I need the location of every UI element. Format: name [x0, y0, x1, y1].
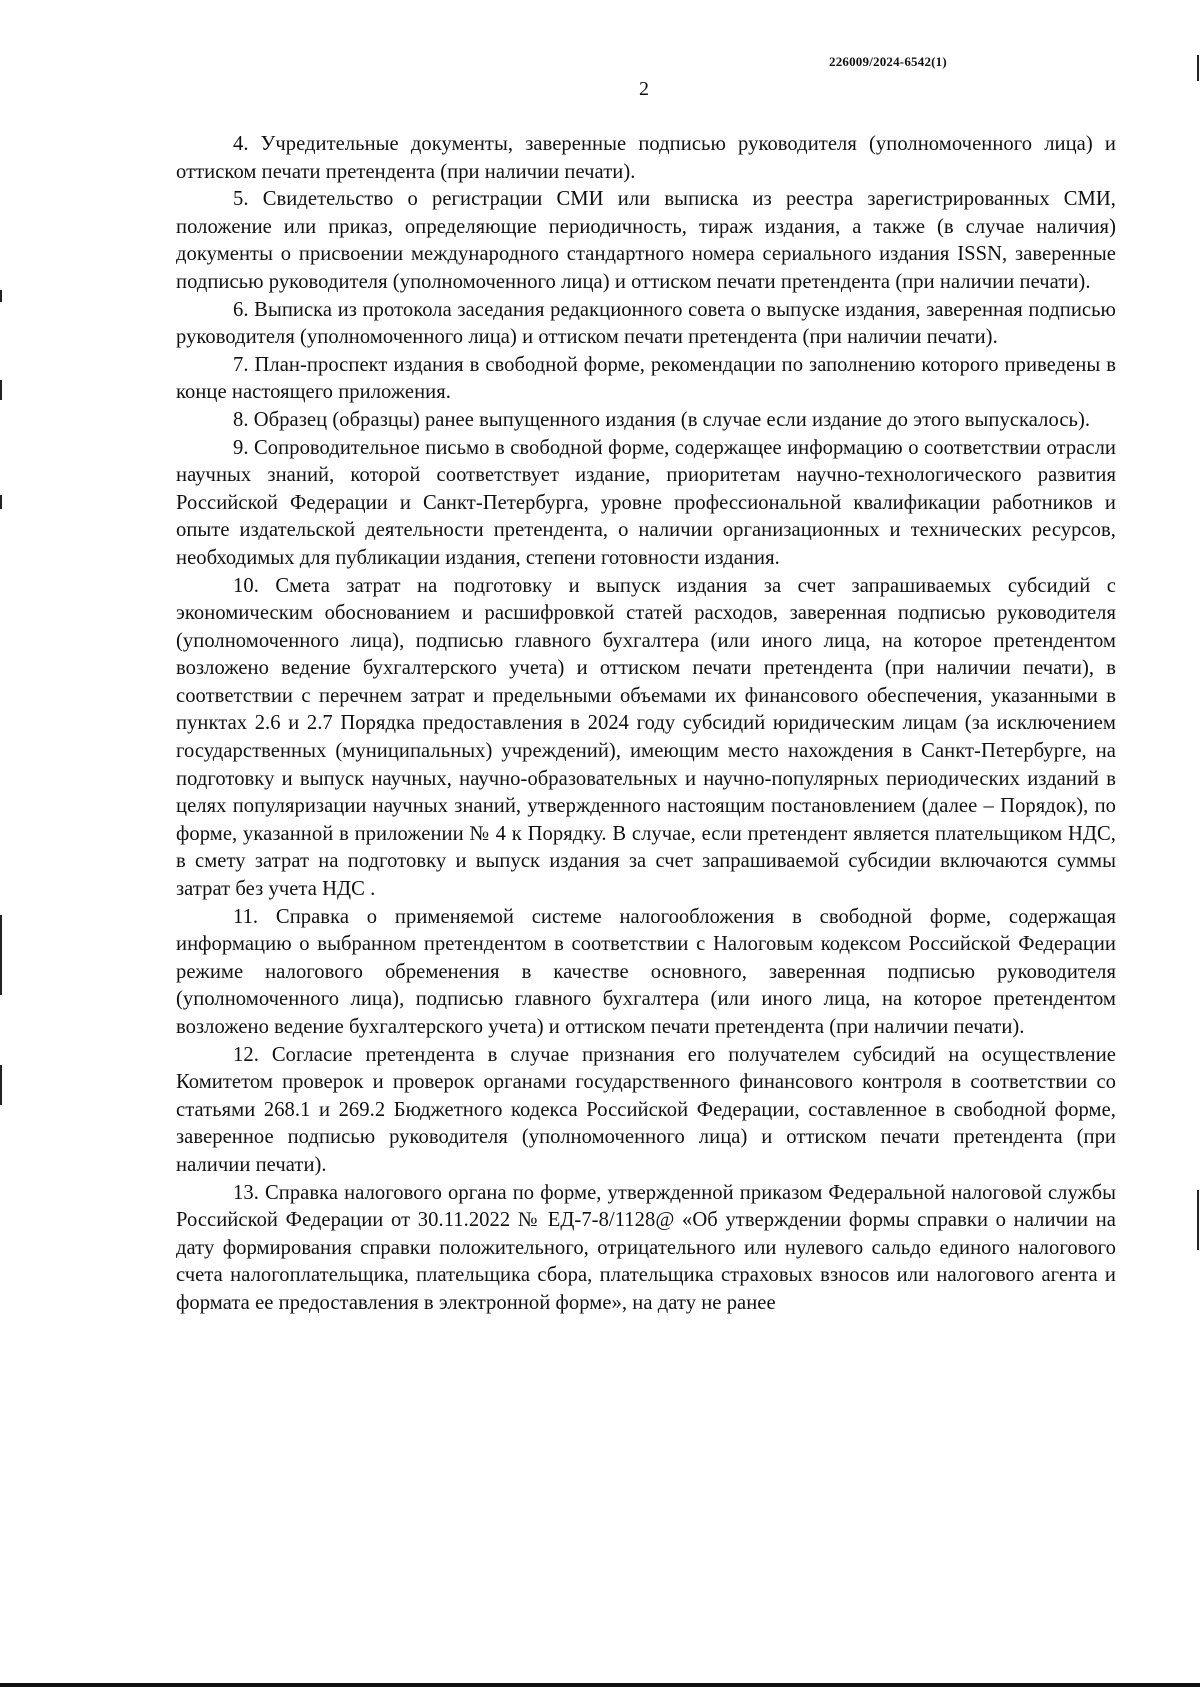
paragraph-item-5: 5. Свидетельство о регистрации СМИ или выписка из реестра зарегистрированных СМИ, положение или приказ, определяющие периодичность, тираж издания, а также (в случае наличия) документы о присвоении международного стандартного номера сериального издания ISSN, заверенные подписью руководителя (уполномоченного лица) и оттиском печати претендента (при наличии печати).	[176, 188, 1116, 293]
document-id: 226009/2024-6542(1)	[829, 54, 947, 69]
scan-mark-right-1	[1197, 55, 1199, 81]
paragraph-item-6: 6. Выписка из протокола заседания редакционного совета о выпуске издания, заверенная подписью руководителя (уполномоченного лица) и оттиском печати претендента (при наличии печати).	[176, 298, 1116, 349]
paragraph-item-8: 8. Образец (образцы) ранее выпущенного издания (в случае если издание до этого выпускалось).	[233, 408, 1091, 431]
paragraph-item-9: 9. Сопроводительное письмо в свободной форме, содержащее информацию о соответствии отрасли научных знаний, которой соответствует издание, приоритетам научно-технологического развития Российской Федерации и Санкт-Петербурга, уровне профессиональной квалификации работников и опыте издательской деятельности претендента, о наличии организационных и технических ресурсов, необходимых для публикации издания, степени готовности издания.	[176, 436, 1116, 569]
scan-bottom-edge	[0, 1683, 1200, 1687]
paragraph-item-7: 7. План-проспект издания в свободной форме, рекомендации по заполнению которого приведены в конце настоящего приложения.	[176, 353, 1116, 404]
paragraph-item-11: 11. Справка о применяемой системе налогообложения в свободной форме, содержащая информацию о выбранном претендентом в соответствии с Налоговым кодексом Российской Федерации режиме налогового обременения в качестве основного, заверенная подписью руководителя (уполномоченного лица), подписью главного бухгалтера (или иного лица, на которое претендентом возложено ведение бухгалтерского учета) и оттиском печати претендента (при наличии печати).	[176, 905, 1116, 1038]
scan-mark-left-5	[0, 1065, 2, 1105]
scan-mark-right-2	[1197, 1190, 1199, 1250]
page-number: 2	[639, 78, 649, 100]
document-body	[176, 131, 1116, 1318]
scan-mark-left-3	[0, 495, 2, 509]
scan-mark-left-1	[0, 290, 2, 302]
paragraph-item-12: 12. Согласие претендента в случае признания его получателем субсидий на осуществление Комитетом проверок и проверок органами государственного финансового контроля в соответствии со статьями 268.1 и 269.2 Бюджетного кодекса Российской Федерации, составленное в свободной форме, заверенное подписью руководителя (уполномоченного лица) и оттиском печати претендента (при наличии печати).	[176, 1043, 1116, 1176]
scan-mark-left-2	[0, 380, 2, 400]
paragraph-item-4: 4. Учредительные документы, заверенные подписью руководителя (уполномоченного лица) и оттиском печати претендента (при наличии печати).	[176, 133, 1116, 183]
paragraph-item-13: 13. Справка налогового органа по форме, утвержденной приказом Федеральной налоговой службы Российской Федерации от 30.11.2022 № ЕД-7-8/1128@ «Об утверждении формы справки о наличии на дату формирования справки положительного, отрицательного или нулевого сальдо единого налогового счета налогоплательщика, плательщика сбора, плательщика страховых взносов или налогового агента и формата ее предоставления в электронной форме», на дату не ранее	[176, 1181, 1116, 1314]
scan-mark-left-4	[0, 915, 2, 995]
paragraph-item-10: 10. Смета затрат на подготовку и выпуск издания за счет запрашиваемых субсидий с экономическим обоснованием и расшифровкой статей расходов, заверенная подписью руководителя (уполномоченного лица), подписью главного бухгалтера (или иного лица, на которое претендентом возложено ведение бухгалтерского учета) и оттиском печати претендента (при наличии печати), в соответствии с перечнем затрат и предельными объемами их финансового обеспечения, указанными в пунктах 2.6 и 2.7 Порядка предоставления в 2024 году субсидий юридическим лицам (за исключением государственных (муниципальных) учреждений), имеющим место нахождения в Санкт-Петербурге, на подготовку и выпуск научных, научно-образовательных и научно-популярных периодических изданий в целях популяризации научных знаний, утвержденного настоящим постановлением (далее – Порядок), по форме, указанной в приложении № 4 к Порядку. В случае, если претендент является плательщиком НДС, в смету затрат на подготовку и выпуск издания за счет запрашиваемой субсидии включаются суммы затрат без учета НДС .	[176, 574, 1116, 901]
